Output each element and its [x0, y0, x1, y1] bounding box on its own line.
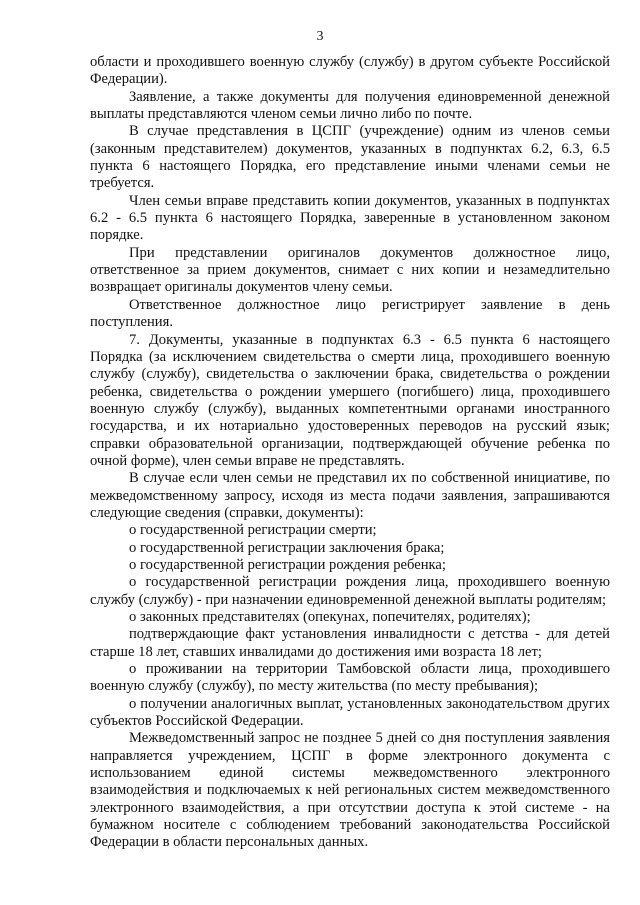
- list-item-legal-representatives: о законных представителях (опекунах, попечителях, родителях);: [129, 609, 531, 625]
- list-item-similar-payments: о получении аналогичных выплат, установленных законодательством других субъектов Российской Федерации.: [90, 695, 610, 730]
- paragraph-single-submission: В случае представления в ЦСПГ (учреждение) одним из членов семьи (законным представителем) документов, указанных в подпунктах 6.2, 6.3, 6.5 пункта 6 настоящего Порядка, его представление иными членами семьи не требуется.: [90, 123, 610, 192]
- paragraph-certified-copies: Член семьи вправе представить копии документов, указанных в подпунктах 6.2 - 6.5 пункта 6 настоящего Порядка, заверенные в установленном законом порядке.: [90, 192, 610, 244]
- list-item-disability: подтверждающие факт установления инвалидности с детства - для детей старше 18 лет, ставших инвалидами до достижения ими возраста 18 лет;: [90, 626, 610, 660]
- paragraph-continuation: области и проходившего военную службу (службу) в другом субъекте Российской Федерации).: [90, 54, 610, 88]
- paragraph-registration: Ответственное должностное лицо регистрирует заявление в день поступления.: [90, 296, 610, 331]
- list-item-residence: о проживании на территории Тамбовской области лица, проходившего военную службу (службу), по месту жительства (по месту пребывания);: [90, 661, 610, 695]
- list-item-serviceman-birth-registration: о государственной регистрации рождения лица, проходившего военную службу (службу) - при назначении единовременной денежной выплаты родителям;: [90, 574, 610, 608]
- paragraph-originals-return: При представлении оригиналов документов должностное лицо, ответственное за прием документов, снимает с них копии и незамедлительно возвращает оригиналы документов члену семьи.: [90, 244, 610, 296]
- document-body: [90, 54, 610, 852]
- paragraph-item-7: 7. Документы, указанные в подпунктах 6.3 - 6.5 пункта 6 настоящего Порядка (за исключением свидетельства о смерти лица, проходившего военную службу (службу), свидетельства о заключении брака, свидетельства о рождении ребенка, свидетельства о рождении умершего (погибшего) лица, проходившего военную службу (службу), выданных компетентными органами иностранного государства, и их нотариально удостоверенных переводов на русский язык; справки образовательной организации, подтверждающей обучение ребенка по очной форме), член семьи вправе не представлять.: [90, 331, 610, 469]
- paragraph-interagency-request: В случае если член семьи не представил их по собственной инициативе, по межведомственному запросу, исходя из места подачи заявления, запрашиваются следующие сведения (справки, документы):: [90, 470, 610, 521]
- paragraph-submission-method: Заявление, а также документы для получения единовременной денежной выплаты представляются членом семьи лично либо по почте.: [90, 88, 610, 123]
- list-item-child-birth-registration: о государственной регистрации рождения ребенка;: [129, 556, 446, 573]
- list-item-marriage-registration: о государственной регистрации заключения брака;: [129, 539, 445, 556]
- list-item-death-registration: о государственной регистрации смерти;: [129, 522, 377, 539]
- page-number: 3: [316, 29, 324, 44]
- paragraph-request-deadline: Межведомственный запрос не позднее 5 дней со дня поступления заявления направляется учреждением, ЦСПГ в форме электронного документа с использованием единой системы межведомственного электронного взаимодействия и подключаемых к ней региональных систем межведомственного электронного взаимодействия, а при отсутствии доступа к этой системе - на бумажном носителе с соблюдением требований законодательства Российской Федерации в области персональных данных.: [90, 730, 610, 851]
